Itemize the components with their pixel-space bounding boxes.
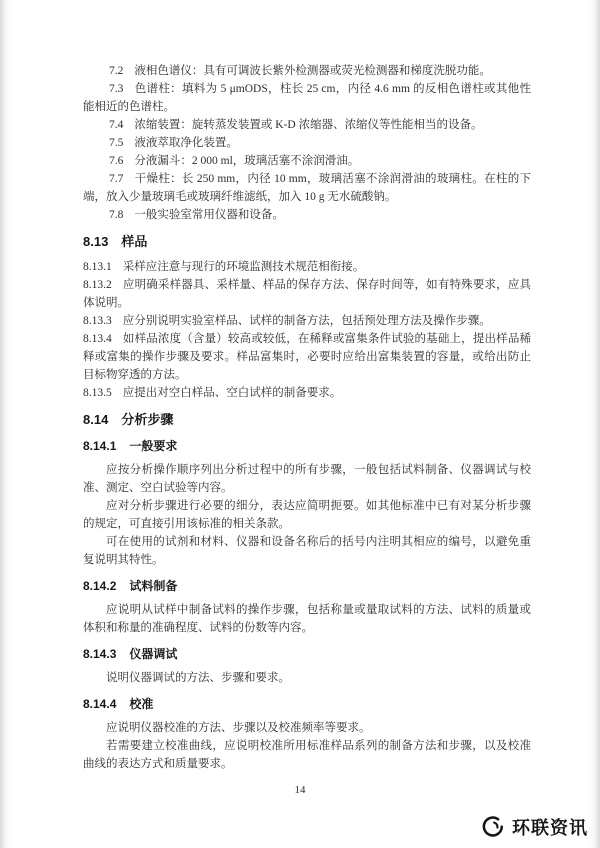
clause-text: 一般实验室常用仪器和设备。	[134, 209, 284, 221]
clause-7-4	[83, 116, 531, 134]
swirl-globe-icon	[479, 814, 505, 840]
clause-number: 8.13.3	[83, 315, 112, 327]
clause-number: 7.4	[109, 119, 124, 131]
section-title: 分析步骤	[121, 412, 174, 427]
clause-text: 应提出对空白样品、空白试样的制备要求。	[122, 387, 342, 399]
subsection-title: 仪器调试	[129, 647, 178, 661]
section-heading-8-13	[83, 233, 531, 251]
clause-number: 7.3	[109, 83, 124, 95]
subsection-number: 8.14.4	[83, 697, 117, 711]
page-number: 14	[294, 784, 306, 796]
clause-number: 7.8	[109, 209, 124, 221]
clause-8-13-5	[83, 384, 531, 402]
subsection-number: 8.14.2	[83, 579, 117, 593]
clause-text: 液相色谱仪：具有可调波长紫外检测器或荧光检测器和梯度洗脱功能。	[134, 65, 491, 77]
clause-8-13-3	[83, 312, 531, 330]
page-content	[83, 62, 531, 773]
clause-7-3	[83, 80, 531, 116]
clause-text: 如样品浓度（含量）较高或较低，在稀释或富集条件试验的基础上，提出样品稀释或富集的操作步骤及要求。样品富集时，必要时应给出富集装置的容量，或给出防止目标物穿透的方法。	[83, 333, 531, 381]
clause-text: 色谱柱：填料为 5 μmODS，柱长 25 cm，内径 4.6 mm 的反相色谱柱或其他性能相近的色谱柱。	[83, 83, 531, 113]
brand-name: 环联资讯	[512, 818, 588, 838]
clause-text: 干燥柱：长 250 mm，内径 10 mm，玻璃活塞不涂润滑油的玻璃柱。在柱的下端，放入少量玻璃毛或玻璃纤维滤纸，加入 10 g 无水硫酸钠。	[83, 173, 531, 203]
clause-text: 采样应注意与现行的环境监测技术规范相衔接。	[122, 261, 365, 273]
clause-7-2	[83, 62, 531, 80]
clause-text: 分液漏斗：2 000 ml，玻璃活塞不涂润滑油。	[134, 155, 360, 167]
section-heading-8-14	[83, 411, 531, 429]
watermark	[479, 814, 588, 840]
clause-number: 8.13.4	[83, 333, 112, 345]
subsection-number: 8.14.1	[83, 439, 117, 453]
clause-number: 7.6	[109, 155, 124, 167]
clause-number: 7.2	[109, 65, 124, 77]
subsection-title: 试料制备	[129, 579, 178, 593]
subsection-title: 一般要求	[129, 439, 178, 453]
clause-number: 7.7	[109, 173, 124, 185]
clause-7-6	[83, 152, 531, 170]
section-title: 样品	[121, 234, 148, 249]
clause-text: 应明确采样器具、采样量、样品的保存方法、保存时间等，如有特殊要求，应具体说明。	[83, 279, 531, 309]
section-number: 8.14	[83, 412, 109, 427]
clause-number: 8.13.1	[83, 261, 112, 273]
clause-8-13-1	[83, 258, 531, 276]
paragraph: 应说明从试样中制备试料的操作步骤，包括称量或量取试料的方法、试料的质量或体积和称量的准确程度、试料的份数等内容。	[83, 604, 531, 634]
clause-number: 8.13.2	[83, 279, 112, 291]
paragraph: 说明仪器调试的方法、步骤和要求。	[106, 672, 290, 684]
clause-8-13-4	[83, 330, 531, 384]
subsection-number: 8.14.3	[83, 647, 117, 661]
clause-7-8	[83, 206, 531, 224]
clause-number: 7.5	[109, 137, 124, 149]
subsection-heading-8-14-3	[83, 645, 531, 663]
section-number: 8.13	[83, 234, 109, 249]
paragraph: 应说明仪器校准的方法、步骤以及校准频率等要求。	[106, 722, 371, 734]
subsection-heading-8-14-4	[83, 695, 531, 713]
subsection-heading-8-14-2	[83, 577, 531, 595]
clause-text: 液液萃取净化装置。	[134, 137, 238, 149]
clause-7-7	[83, 170, 531, 206]
clause-text: 应分别说明实验室样品、试样的制备方法，包括预处理方法及操作步骤。	[122, 315, 491, 327]
clause-8-13-2	[83, 276, 531, 312]
clause-7-5	[83, 134, 531, 152]
subsection-title: 校准	[129, 697, 154, 711]
paragraph: 应按分析操作顺序列出分析过程中的所有步骤，一般包括试料制备、仪器调试与校准、测定、空白试验等内容。	[83, 464, 531, 494]
paragraph: 应对分析步骤进行必要的细分，表达应简明扼要。如其他标准中已有对某分析步骤的规定，可直接引用该标准的相关条款。	[83, 500, 531, 530]
subsection-heading-8-14-1	[83, 437, 531, 455]
clause-text: 浓缩装置：旋转蒸发装置或 K-D 浓缩器、浓缩仪等性能相当的设备。	[134, 119, 483, 131]
paragraph: 若需要建立校准曲线，应说明校准所用标准样品系列的制备方法和步骤，以及校准曲线的表达方式和质量要求。	[83, 740, 531, 770]
paragraph: 可在使用的试剂和材料、仪器和设备名称后的括号内注明其相应的编号，以避免重复说明其特性。	[83, 536, 531, 566]
clause-number: 8.13.5	[83, 387, 112, 399]
